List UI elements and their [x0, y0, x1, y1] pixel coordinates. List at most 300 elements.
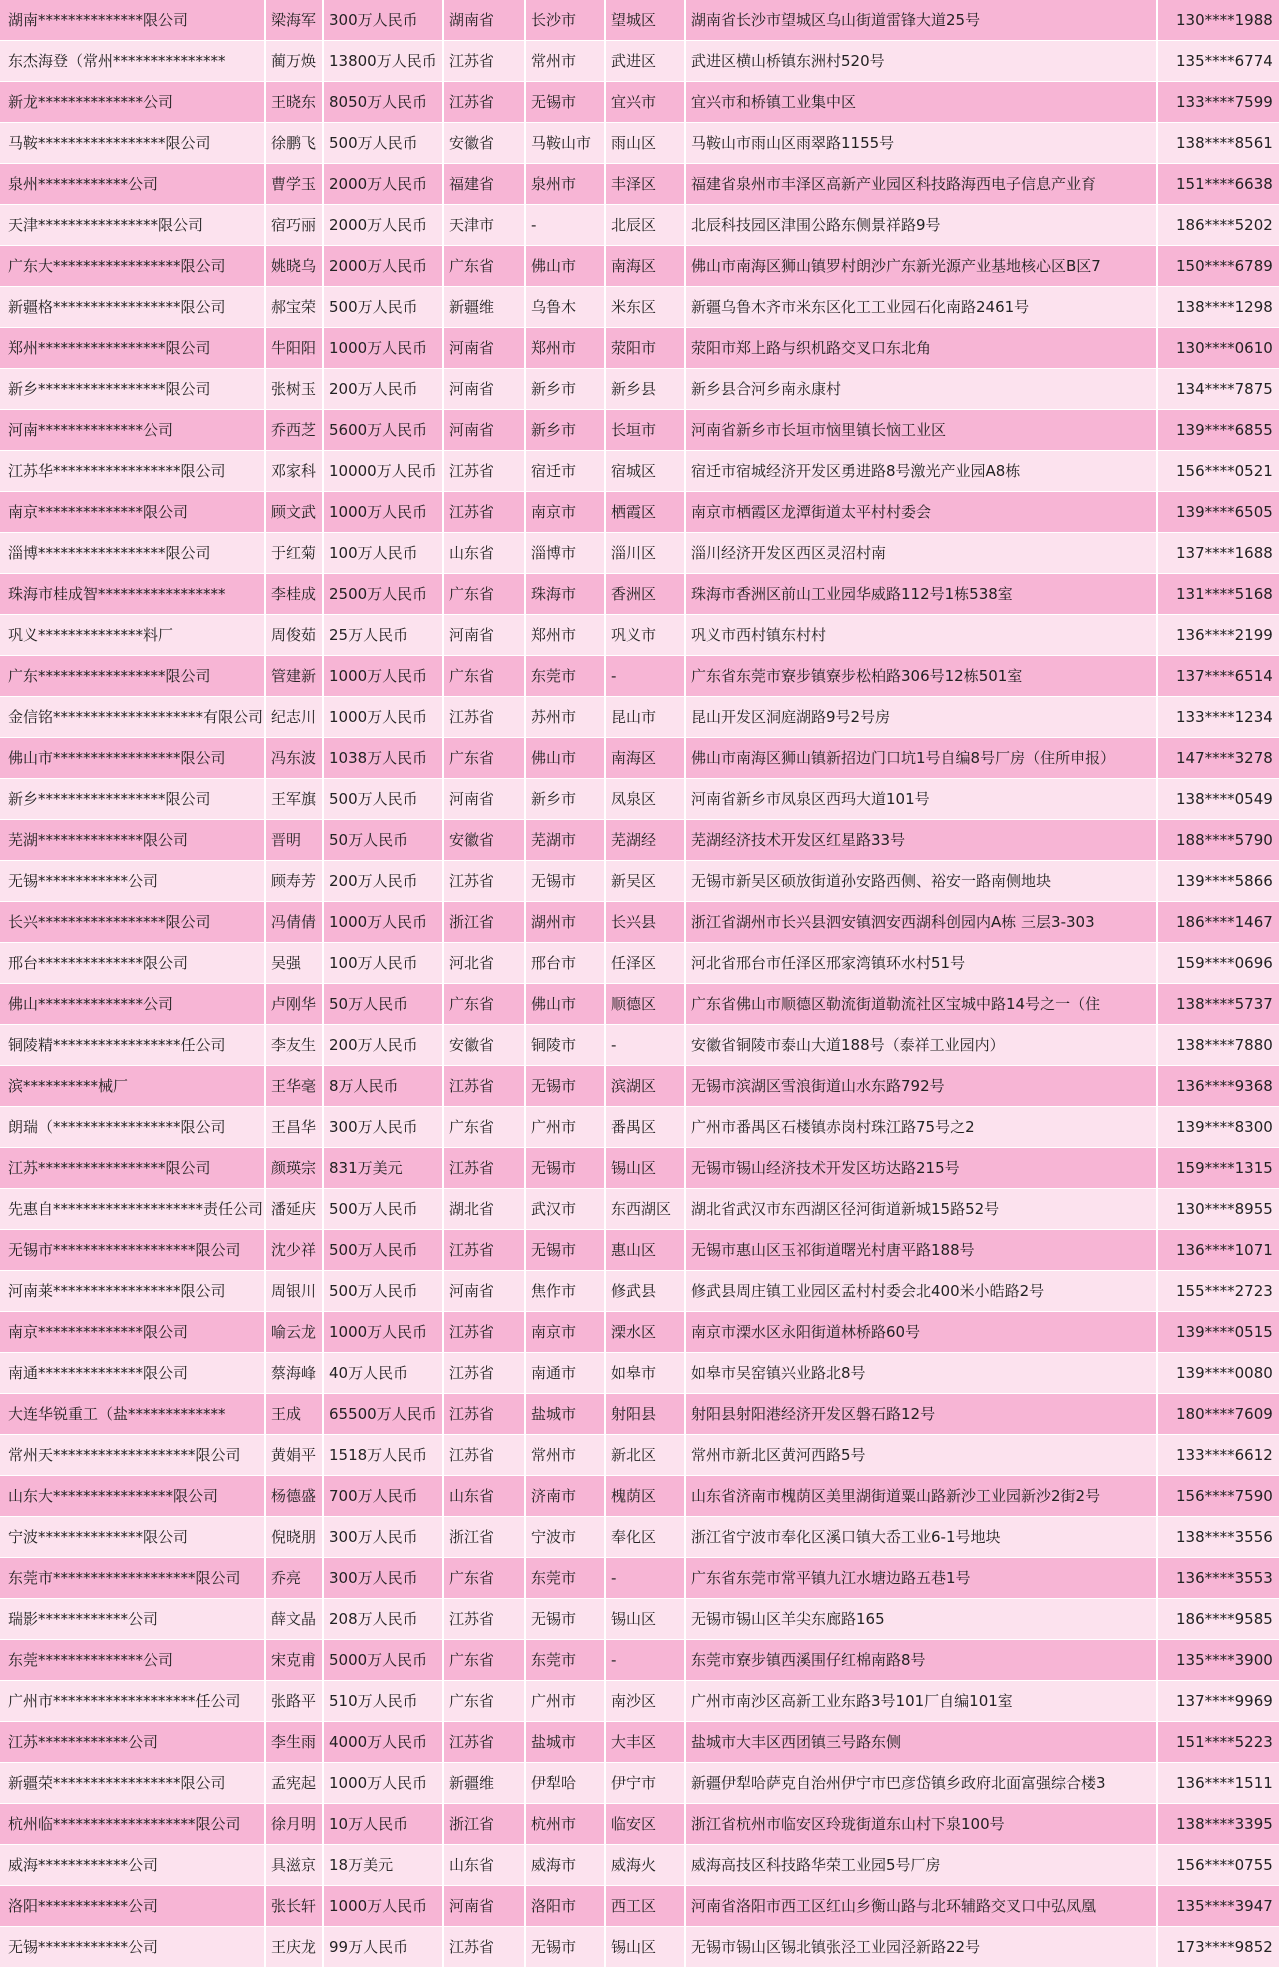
contact-name-cell: 郝宝荣 [265, 287, 323, 328]
address-cell: 湖北省武汉市东西湖区径河街道新城15路52号 [685, 1189, 1157, 1230]
phone-cell: 159****0696 [1157, 943, 1280, 984]
contact-name-cell: 管建新 [265, 656, 323, 697]
address-cell: 如皋市吴窑镇兴业路北8号 [685, 1353, 1157, 1394]
address-cell: 昆山开发区洞庭湖路9号2号房 [685, 697, 1157, 738]
company-name-cell: 新乡*****************限公司 [0, 369, 265, 410]
contact-name-cell: 具滋京 [265, 1845, 323, 1886]
contact-name-cell: 邓家科 [265, 451, 323, 492]
city-cell: 珠海市 [525, 574, 605, 615]
company-name-cell: 无锡************公司 [0, 1927, 265, 1968]
table-row [0, 1517, 1280, 1558]
contact-name-cell: 卢刚华 [265, 984, 323, 1025]
province-cell: 江苏省 [443, 1148, 525, 1189]
city-cell: 宿迁市 [525, 451, 605, 492]
contact-name-cell: 顾寿芳 [265, 861, 323, 902]
company-name-cell: 新乡*****************限公司 [0, 779, 265, 820]
district-cell: 顺德区 [605, 984, 685, 1025]
city-cell: 威海市 [525, 1845, 605, 1886]
contact-name-cell: 李桂成 [265, 574, 323, 615]
city-cell: 郑州市 [525, 328, 605, 369]
province-cell: 江苏省 [443, 41, 525, 82]
phone-cell: 159****1315 [1157, 1148, 1280, 1189]
table-row [0, 246, 1280, 287]
phone-cell: 138****3395 [1157, 1804, 1280, 1845]
company-name-cell: 滨**********械厂 [0, 1066, 265, 1107]
address-cell: 广东省东莞市常平镇九江水塘边路五巷1号 [685, 1558, 1157, 1599]
table-row [0, 1763, 1280, 1804]
table-row [0, 164, 1280, 205]
company-name-cell: 东莞**************公司 [0, 1640, 265, 1681]
district-cell: 新吴区 [605, 861, 685, 902]
district-cell: 宜兴市 [605, 82, 685, 123]
province-cell: 江苏省 [443, 1312, 525, 1353]
district-cell: 丰泽区 [605, 164, 685, 205]
table-row [0, 1722, 1280, 1763]
province-cell: 广东省 [443, 1107, 525, 1148]
city-cell: 长沙市 [525, 0, 605, 41]
province-cell: 山东省 [443, 533, 525, 574]
address-cell: 南京市溧水区永阳街道林桥路60号 [685, 1312, 1157, 1353]
city-cell: 东莞市 [525, 1558, 605, 1599]
province-cell: 江苏省 [443, 1394, 525, 1435]
city-cell: 盐城市 [525, 1722, 605, 1763]
table-row [0, 1599, 1280, 1640]
address-cell: 无锡市惠山区玉祁街道曙光村唐平路188号 [685, 1230, 1157, 1271]
district-cell: 惠山区 [605, 1230, 685, 1271]
contact-name-cell: 喻云龙 [265, 1312, 323, 1353]
company-name-cell: 宁波**************限公司 [0, 1517, 265, 1558]
phone-cell: 186****9585 [1157, 1599, 1280, 1640]
district-cell: 南海区 [605, 738, 685, 779]
table-row [0, 1394, 1280, 1435]
phone-cell: 137****9969 [1157, 1681, 1280, 1722]
city-cell: 无锡市 [525, 1148, 605, 1189]
province-cell: 河南省 [443, 779, 525, 820]
address-cell: 广东省佛山市顺德区勒流街道勒流社区宝城中路14号之一（住 [685, 984, 1157, 1025]
contact-name-cell: 冯东波 [265, 738, 323, 779]
contact-name-cell: 宋克甫 [265, 1640, 323, 1681]
province-cell: 江苏省 [443, 492, 525, 533]
table-row [0, 779, 1280, 820]
address-cell: 荥阳市郑上路与织机路交叉口东北角 [685, 328, 1157, 369]
phone-cell: 156****0755 [1157, 1845, 1280, 1886]
table-row [0, 1066, 1280, 1107]
phone-cell: 156****0521 [1157, 451, 1280, 492]
table-row [0, 1927, 1280, 1968]
address-cell: 湖南省长沙市望城区乌山街道雷锋大道25号 [685, 0, 1157, 41]
district-cell: 威海火 [605, 1845, 685, 1886]
district-cell: 荥阳市 [605, 328, 685, 369]
phone-cell: 151****6638 [1157, 164, 1280, 205]
company-name-cell: 东莞市*******************限公司 [0, 1558, 265, 1599]
registered-capital-cell: 40万人民币 [323, 1353, 443, 1394]
table-row [0, 738, 1280, 779]
table-row [0, 41, 1280, 82]
province-cell: 湖北省 [443, 1189, 525, 1230]
contact-name-cell: 王昌华 [265, 1107, 323, 1148]
phone-cell: 135****3900 [1157, 1640, 1280, 1681]
city-cell: 湖州市 [525, 902, 605, 943]
district-cell: 番禺区 [605, 1107, 685, 1148]
district-cell: 新乡县 [605, 369, 685, 410]
table-row [0, 615, 1280, 656]
address-cell: 无锡市滨湖区雪浪街道山水东路792号 [685, 1066, 1157, 1107]
table-row [0, 902, 1280, 943]
phone-cell: 135****6774 [1157, 41, 1280, 82]
phone-cell: 180****7609 [1157, 1394, 1280, 1435]
table-row [0, 1230, 1280, 1271]
table-row [0, 328, 1280, 369]
city-cell: 芜湖市 [525, 820, 605, 861]
address-cell: 巩义市西村镇东村村 [685, 615, 1157, 656]
city-cell: 佛山市 [525, 246, 605, 287]
district-cell: 西工区 [605, 1886, 685, 1927]
registered-capital-cell: 2000万人民币 [323, 164, 443, 205]
contact-name-cell: 颜瑛宗 [265, 1148, 323, 1189]
table-row [0, 1148, 1280, 1189]
city-cell: 南通市 [525, 1353, 605, 1394]
contact-name-cell: 姚晓乌 [265, 246, 323, 287]
district-cell: - [605, 1640, 685, 1681]
company-name-cell: 瑞影************公司 [0, 1599, 265, 1640]
city-cell: 武汉市 [525, 1189, 605, 1230]
registered-capital-cell: 1000万人民币 [323, 656, 443, 697]
phone-cell: 136****1511 [1157, 1763, 1280, 1804]
phone-cell: 130****8955 [1157, 1189, 1280, 1230]
address-cell: 河北省邢台市任泽区邢家湾镇环水村51号 [685, 943, 1157, 984]
city-cell: 常州市 [525, 41, 605, 82]
phone-cell: 147****3278 [1157, 738, 1280, 779]
address-cell: 新乡县合河乡南永康村 [685, 369, 1157, 410]
company-name-cell: 巩义**************料厂 [0, 615, 265, 656]
address-cell: 珠海市香洲区前山工业园华威路112号1栋538室 [685, 574, 1157, 615]
city-cell: 常州市 [525, 1435, 605, 1476]
company-name-cell: 朗瑞（*****************限公司 [0, 1107, 265, 1148]
company-name-cell: 江苏*****************限公司 [0, 1148, 265, 1189]
city-cell: 佛山市 [525, 984, 605, 1025]
registered-capital-cell: 200万人民币 [323, 861, 443, 902]
registered-capital-cell: 500万人民币 [323, 1230, 443, 1271]
city-cell: - [525, 205, 605, 246]
registered-capital-cell: 13800万人民币 [323, 41, 443, 82]
district-cell: 长垣市 [605, 410, 685, 451]
company-name-cell: 泉州************公司 [0, 164, 265, 205]
contact-name-cell: 乔西芝 [265, 410, 323, 451]
district-cell: 任泽区 [605, 943, 685, 984]
district-cell: 滨湖区 [605, 1066, 685, 1107]
phone-cell: 130****0610 [1157, 328, 1280, 369]
contact-name-cell: 黄娟平 [265, 1435, 323, 1476]
city-cell: 无锡市 [525, 1066, 605, 1107]
registered-capital-cell: 10万人民币 [323, 1804, 443, 1845]
company-name-cell: 珠海市桂成智***************** [0, 574, 265, 615]
address-cell: 佛山市南海区狮山镇罗村朗沙广东新光源产业基地核心区B区7 [685, 246, 1157, 287]
registered-capital-cell: 1038万人民币 [323, 738, 443, 779]
company-name-cell: 山东大****************限公司 [0, 1476, 265, 1517]
contact-name-cell: 张路平 [265, 1681, 323, 1722]
registered-capital-cell: 1000万人民币 [323, 902, 443, 943]
city-cell: 新乡市 [525, 410, 605, 451]
table-row [0, 861, 1280, 902]
phone-cell: 133****1234 [1157, 697, 1280, 738]
province-cell: 山东省 [443, 1845, 525, 1886]
city-cell: 无锡市 [525, 1927, 605, 1968]
contact-name-cell: 纪志川 [265, 697, 323, 738]
contact-name-cell: 杨德盛 [265, 1476, 323, 1517]
registered-capital-cell: 99万人民币 [323, 1927, 443, 1968]
province-cell: 浙江省 [443, 1804, 525, 1845]
province-cell: 江苏省 [443, 1066, 525, 1107]
province-cell: 广东省 [443, 574, 525, 615]
registered-capital-cell: 2000万人民币 [323, 246, 443, 287]
company-name-cell: 洛阳************公司 [0, 1886, 265, 1927]
district-cell: 雨山区 [605, 123, 685, 164]
address-cell: 无锡市锡山经济技术开发区坊达路215号 [685, 1148, 1157, 1189]
company-name-cell: 铜陵精*****************任公司 [0, 1025, 265, 1066]
company-name-cell: 江苏************公司 [0, 1722, 265, 1763]
phone-cell: 138****1298 [1157, 287, 1280, 328]
company-name-cell: 佛山**************公司 [0, 984, 265, 1025]
district-cell: 如皋市 [605, 1353, 685, 1394]
province-cell: 江苏省 [443, 1722, 525, 1763]
city-cell: 铜陵市 [525, 1025, 605, 1066]
city-cell: 泉州市 [525, 164, 605, 205]
city-cell: 佛山市 [525, 738, 605, 779]
contact-name-cell: 张长轩 [265, 1886, 323, 1927]
address-cell: 无锡市锡山区锡北镇张泾工业园泾新路22号 [685, 1927, 1157, 1968]
province-cell: 广东省 [443, 1640, 525, 1681]
registered-capital-cell: 10000万人民币 [323, 451, 443, 492]
district-cell: 奉化区 [605, 1517, 685, 1558]
phone-cell: 138****8561 [1157, 123, 1280, 164]
address-cell: 芜湖经济技术开发区红星路33号 [685, 820, 1157, 861]
phone-cell: 173****9852 [1157, 1927, 1280, 1968]
district-cell: 宿城区 [605, 451, 685, 492]
phone-cell: 188****5790 [1157, 820, 1280, 861]
company-name-cell: 威海************公司 [0, 1845, 265, 1886]
address-cell: 修武县周庄镇工业园区孟村村委会北400米小皓路2号 [685, 1271, 1157, 1312]
table-row [0, 1107, 1280, 1148]
company-name-cell: 大连华锐重工（盐************* [0, 1394, 265, 1435]
phone-cell: 151****5223 [1157, 1722, 1280, 1763]
address-cell: 宜兴市和桥镇工业集中区 [685, 82, 1157, 123]
phone-cell: 136****3553 [1157, 1558, 1280, 1599]
table-row [0, 1640, 1280, 1681]
city-cell: 济南市 [525, 1476, 605, 1517]
contact-name-cell: 王华毫 [265, 1066, 323, 1107]
city-cell: 杭州市 [525, 1804, 605, 1845]
address-cell: 河南省新乡市凤泉区西玛大道101号 [685, 779, 1157, 820]
phone-cell: 134****7875 [1157, 369, 1280, 410]
district-cell: 伊宁市 [605, 1763, 685, 1804]
phone-cell: 138****5737 [1157, 984, 1280, 1025]
address-cell: 北辰科技园区津围公路东侧景祥路9号 [685, 205, 1157, 246]
registered-capital-cell: 300万人民币 [323, 1517, 443, 1558]
registered-capital-cell: 50万人民币 [323, 820, 443, 861]
phone-cell: 139****0080 [1157, 1353, 1280, 1394]
district-cell: 临安区 [605, 1804, 685, 1845]
table-row [0, 656, 1280, 697]
contact-name-cell: 乔亮 [265, 1558, 323, 1599]
registered-capital-cell: 50万人民币 [323, 984, 443, 1025]
city-cell: 南京市 [525, 492, 605, 533]
province-cell: 安徽省 [443, 123, 525, 164]
company-name-cell: 邢台**************限公司 [0, 943, 265, 984]
province-cell: 浙江省 [443, 902, 525, 943]
city-cell: 无锡市 [525, 82, 605, 123]
company-name-cell: 南京**************限公司 [0, 1312, 265, 1353]
company-name-cell: 淄博*****************限公司 [0, 533, 265, 574]
province-cell: 江苏省 [443, 697, 525, 738]
registered-capital-cell: 300万人民币 [323, 0, 443, 41]
address-cell: 浙江省宁波市奉化区溪口镇大岙工业6-1号地块 [685, 1517, 1157, 1558]
province-cell: 河北省 [443, 943, 525, 984]
company-name-cell: 广东*****************限公司 [0, 656, 265, 697]
city-cell: 新乡市 [525, 369, 605, 410]
table-row [0, 1435, 1280, 1476]
address-cell: 佛山市南海区狮山镇新招边门口坑1号自编8号厂房（住所申报） [685, 738, 1157, 779]
district-cell: 东西湖区 [605, 1189, 685, 1230]
province-cell: 山东省 [443, 1476, 525, 1517]
company-name-cell: 先惠自********************责任公司 [0, 1189, 265, 1230]
province-cell: 江苏省 [443, 1230, 525, 1271]
province-cell: 江苏省 [443, 1927, 525, 1968]
company-name-cell: 南京**************限公司 [0, 492, 265, 533]
registered-capital-cell: 18万美元 [323, 1845, 443, 1886]
table-row [0, 1476, 1280, 1517]
contact-name-cell: 蔺万焕 [265, 41, 323, 82]
province-cell: 福建省 [443, 164, 525, 205]
city-cell: 东莞市 [525, 656, 605, 697]
address-cell: 浙江省杭州市临安区玲珑街道东山村下泉100号 [685, 1804, 1157, 1845]
phone-cell: 139****0515 [1157, 1312, 1280, 1353]
table-row [0, 943, 1280, 984]
contact-name-cell: 潘延庆 [265, 1189, 323, 1230]
province-cell: 河南省 [443, 1271, 525, 1312]
city-cell: 广州市 [525, 1107, 605, 1148]
phone-cell: 139****8300 [1157, 1107, 1280, 1148]
registered-capital-cell: 510万人民币 [323, 1681, 443, 1722]
company-name-cell: 无锡市*******************限公司 [0, 1230, 265, 1271]
table-row [0, 1025, 1280, 1066]
company-name-cell: 新龙**************公司 [0, 82, 265, 123]
registered-capital-cell: 300万人民币 [323, 1107, 443, 1148]
city-cell: 马鞍山市 [525, 123, 605, 164]
registered-capital-cell: 200万人民币 [323, 1025, 443, 1066]
contact-name-cell: 周银川 [265, 1271, 323, 1312]
table-row [0, 1312, 1280, 1353]
registered-capital-cell: 2000万人民币 [323, 205, 443, 246]
district-cell: 溧水区 [605, 1312, 685, 1353]
province-cell: 天津市 [443, 205, 525, 246]
phone-cell: 138****7880 [1157, 1025, 1280, 1066]
phone-cell: 186****5202 [1157, 205, 1280, 246]
city-cell: 邢台市 [525, 943, 605, 984]
phone-cell: 133****7599 [1157, 82, 1280, 123]
contact-name-cell: 王成 [265, 1394, 323, 1435]
city-cell: 淄博市 [525, 533, 605, 574]
registered-capital-cell: 300万人民币 [323, 1558, 443, 1599]
registered-capital-cell: 4000万人民币 [323, 1722, 443, 1763]
company-name-cell: 广州市*******************任公司 [0, 1681, 265, 1722]
contact-name-cell: 徐鹏飞 [265, 123, 323, 164]
registered-capital-cell: 831万美元 [323, 1148, 443, 1189]
city-cell: 无锡市 [525, 861, 605, 902]
company-name-cell: 佛山市*****************限公司 [0, 738, 265, 779]
phone-cell: 136****1071 [1157, 1230, 1280, 1271]
province-cell: 湖南省 [443, 0, 525, 41]
phone-cell: 155****2723 [1157, 1271, 1280, 1312]
registered-capital-cell: 500万人民币 [323, 287, 443, 328]
contact-name-cell: 王庆龙 [265, 1927, 323, 1968]
company-name-cell: 天津****************限公司 [0, 205, 265, 246]
district-cell: 北辰区 [605, 205, 685, 246]
table-row [0, 451, 1280, 492]
table-row [0, 82, 1280, 123]
city-cell: 东莞市 [525, 1640, 605, 1681]
registered-capital-cell: 2500万人民币 [323, 574, 443, 615]
contact-name-cell: 倪晓朋 [265, 1517, 323, 1558]
address-cell: 宿迁市宿城经济开发区勇进路8号激光产业园A8栋 [685, 451, 1157, 492]
company-name-cell: 河南莱*****************限公司 [0, 1271, 265, 1312]
district-cell: 大丰区 [605, 1722, 685, 1763]
registered-capital-cell: 1000万人民币 [323, 1312, 443, 1353]
province-cell: 广东省 [443, 246, 525, 287]
company-name-cell: 芜湖**************限公司 [0, 820, 265, 861]
contact-name-cell: 梁海军 [265, 0, 323, 41]
district-cell: 昆山市 [605, 697, 685, 738]
contact-name-cell: 晋明 [265, 820, 323, 861]
table-row [0, 1558, 1280, 1599]
address-cell: 广州市番禺区石楼镇赤岗村珠江路75号之2 [685, 1107, 1157, 1148]
phone-cell: 156****7590 [1157, 1476, 1280, 1517]
company-name-cell: 东杰海登（常州*************** [0, 41, 265, 82]
table-row [0, 205, 1280, 246]
province-cell: 江苏省 [443, 1599, 525, 1640]
province-cell: 新疆维 [443, 287, 525, 328]
contact-name-cell: 蔡海峰 [265, 1353, 323, 1394]
company-name-cell: 南通**************限公司 [0, 1353, 265, 1394]
address-cell: 武进区横山桥镇东洲村520号 [685, 41, 1157, 82]
city-cell: 洛阳市 [525, 1886, 605, 1927]
registered-capital-cell: 200万人民币 [323, 369, 443, 410]
district-cell: 凤泉区 [605, 779, 685, 820]
city-cell: 盐城市 [525, 1394, 605, 1435]
contact-name-cell: 李友生 [265, 1025, 323, 1066]
district-cell: 南沙区 [605, 1681, 685, 1722]
district-cell: - [605, 656, 685, 697]
phone-cell: 138****3556 [1157, 1517, 1280, 1558]
district-cell: 武进区 [605, 41, 685, 82]
city-cell: 无锡市 [525, 1599, 605, 1640]
address-cell: 广东省东莞市寮步镇寮步松柏路306号12栋501室 [685, 656, 1157, 697]
registered-capital-cell: 208万人民币 [323, 1599, 443, 1640]
phone-cell: 135****3947 [1157, 1886, 1280, 1927]
city-cell: 苏州市 [525, 697, 605, 738]
province-cell: 江苏省 [443, 1435, 525, 1476]
city-cell: 新乡市 [525, 779, 605, 820]
registered-capital-cell: 500万人民币 [323, 123, 443, 164]
table-row [0, 1189, 1280, 1230]
address-cell: 淄川经济开发区西区灵沼村南 [685, 533, 1157, 574]
table-row [0, 533, 1280, 574]
contact-name-cell: 薛文晶 [265, 1599, 323, 1640]
phone-cell: 186****1467 [1157, 902, 1280, 943]
province-cell: 江苏省 [443, 82, 525, 123]
address-cell: 常州市新北区黄河西路5号 [685, 1435, 1157, 1476]
company-name-cell: 无锡************公司 [0, 861, 265, 902]
district-cell: 望城区 [605, 0, 685, 41]
